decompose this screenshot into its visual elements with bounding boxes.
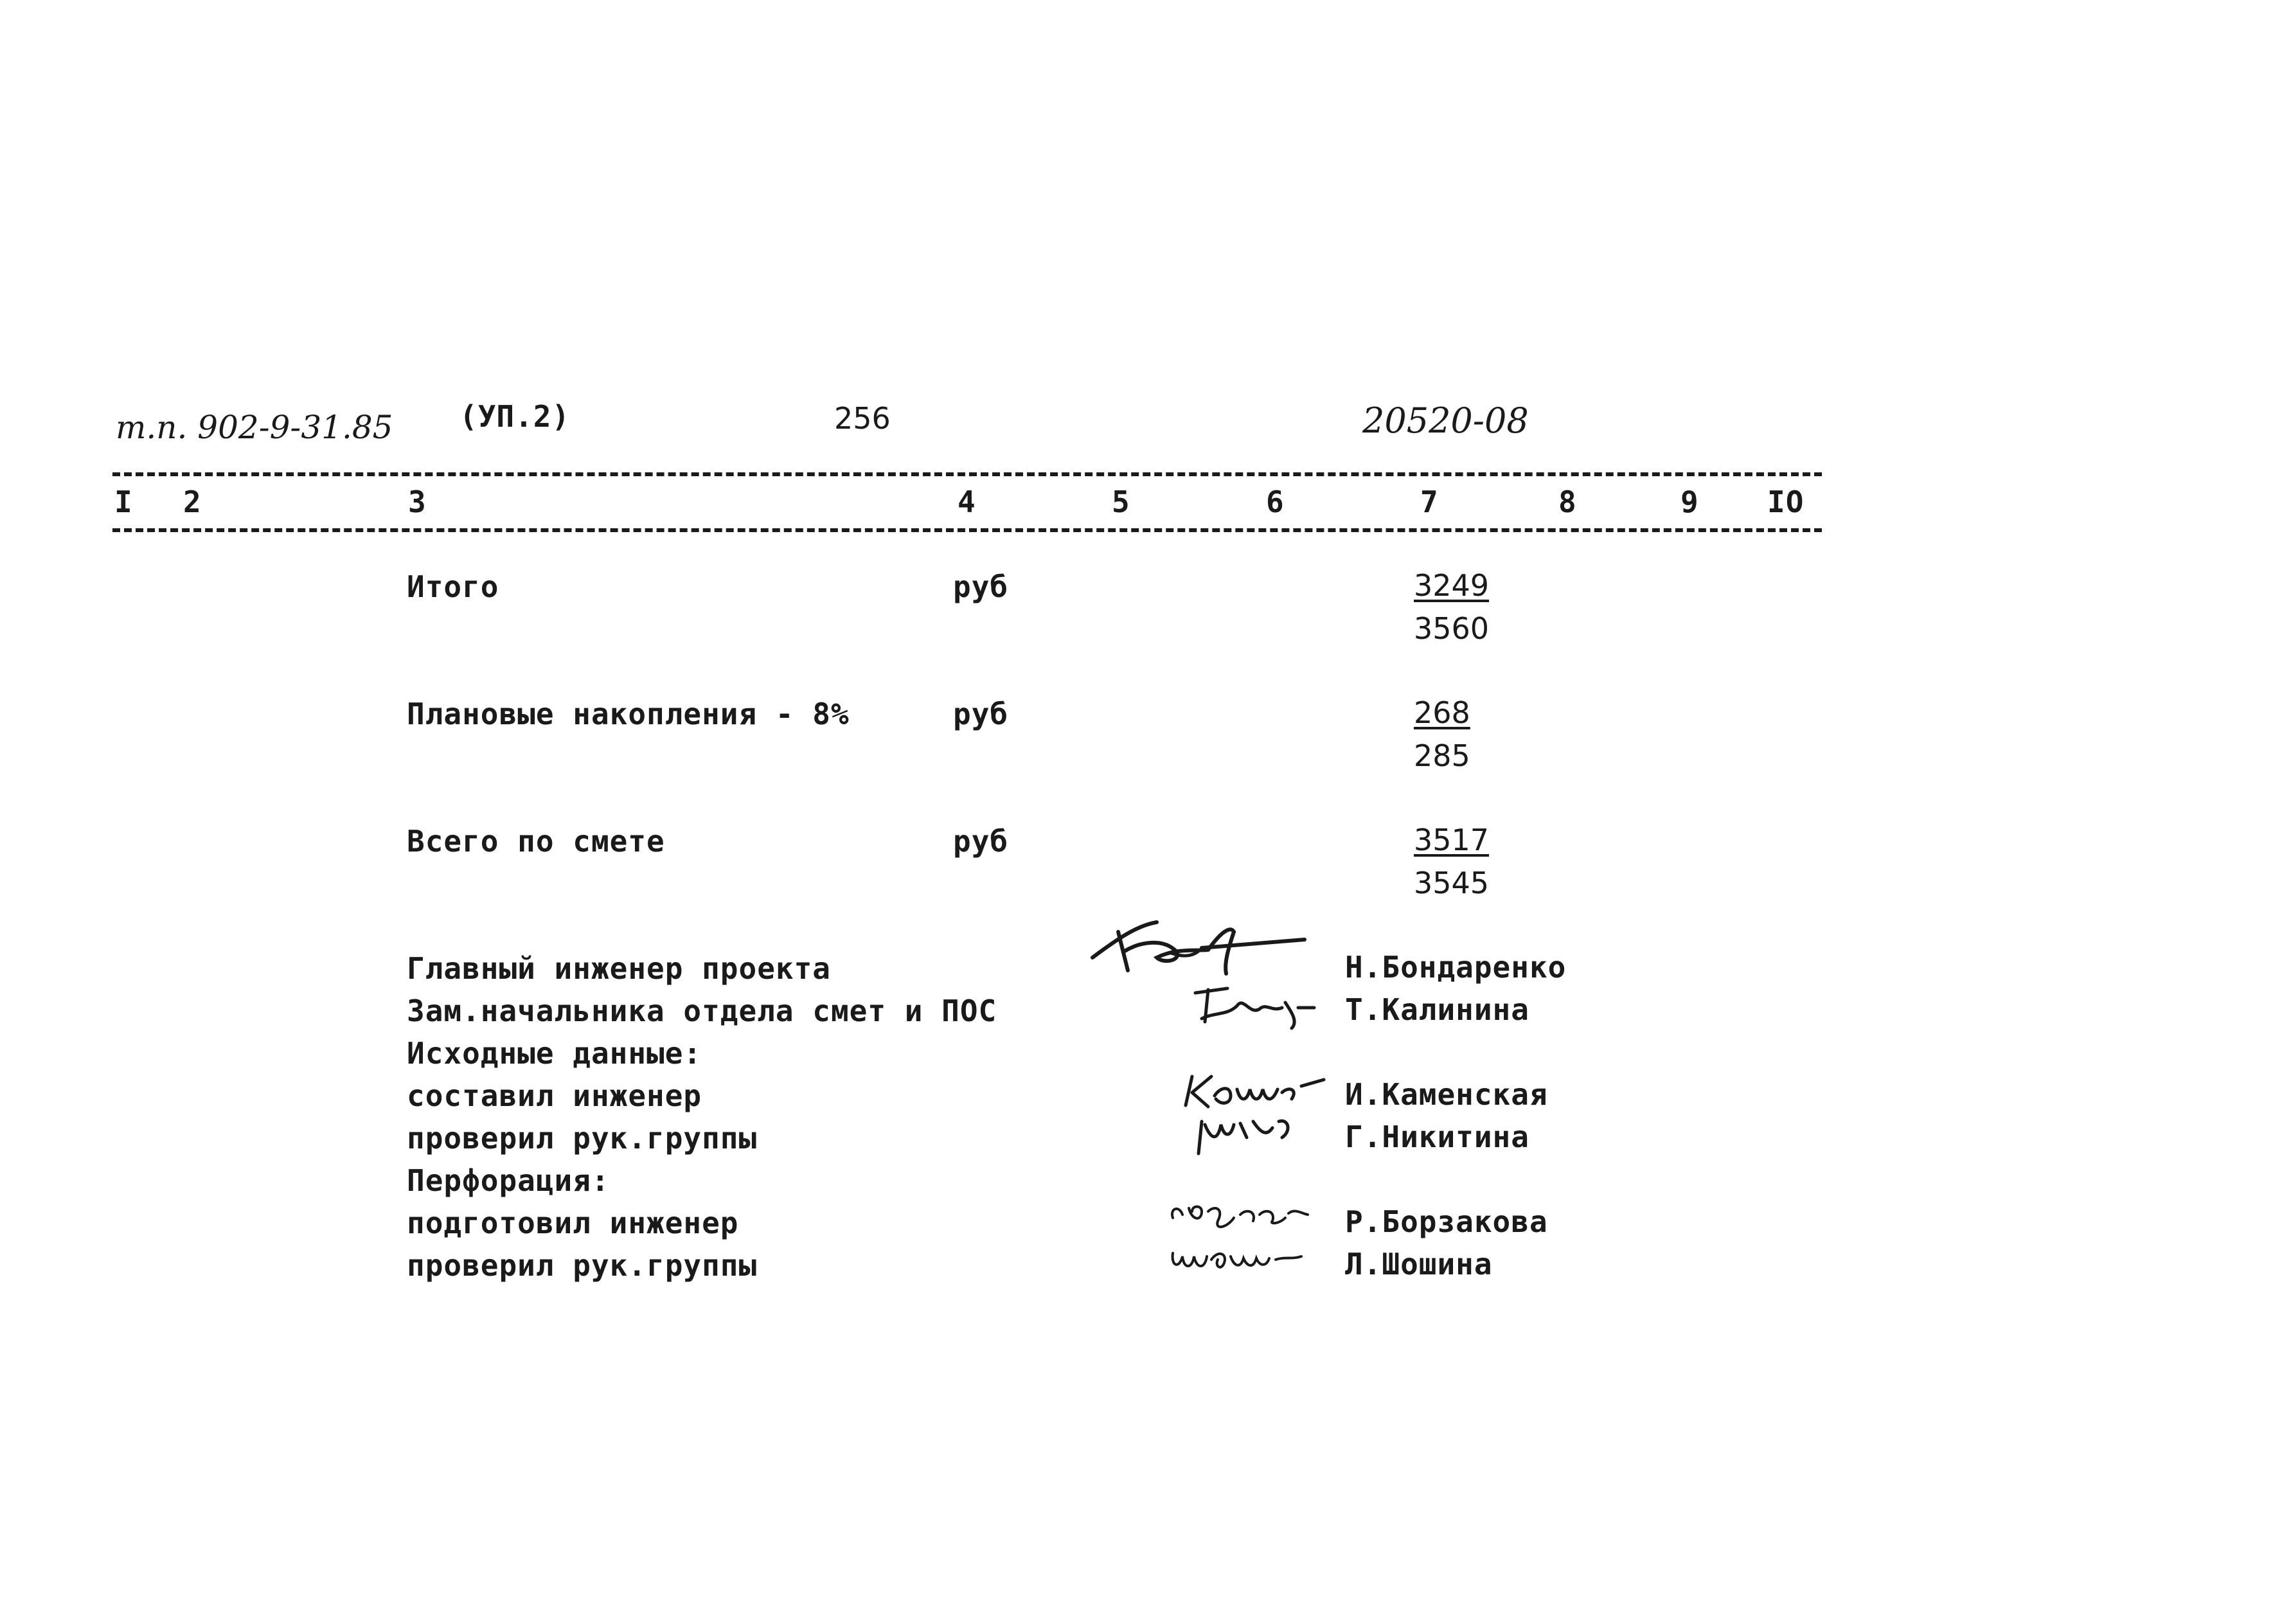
row-value-top-grand-total: 3517 [1414,823,1490,857]
row-value-top-total: 3249 [1414,568,1490,603]
signature-section-perforation: Перфорация: [407,1163,610,1198]
column-number-3: 3 [408,485,427,519]
row-unit-grand-total: руб [953,824,1009,859]
signature-name-kamenskaya: И.Каменская [1345,1077,1548,1112]
page-number: 256 [834,401,891,436]
signature-role-prepared-by: подготовил инженер [407,1206,739,1240]
signature-name-kalinina: Т.Калинина [1345,992,1529,1027]
signature-name-bondarenko: Н.Бондаренко [1345,950,1567,985]
handwritten-signature-bondarenko [1080,913,1311,983]
signature-role-chief-engineer: Главный инженер проекта [407,951,831,986]
handwritten-signature-borzakova-shoshina [1163,1195,1317,1279]
document-number: 20520-08 [1362,400,1529,441]
column-number-7: 7 [1420,485,1439,519]
column-number-10: IO [1767,485,1805,519]
column-number-9: 9 [1680,485,1699,519]
row-unit-total: руб [953,569,1009,604]
signature-role-deputy-head: Зам.начальника отдела смет и ПОС [407,994,997,1028]
row-value-top-planned-savings: 268 [1414,695,1470,730]
album-label: (УП.2) [459,399,571,434]
row-value-bottom-planned-savings: 285 [1414,738,1470,773]
signature-name-shoshina: Л.Шошина [1345,1247,1493,1281]
signature-role-checked-by-2: проверил рук.группы [407,1248,758,1283]
handwritten-signature-kamenskaya-nikitina [1176,1067,1330,1157]
signature-section-source-data: Исходные данные: [407,1036,702,1071]
row-label-grand-total: Всего по смете [407,824,665,859]
signature-role-compiled-by: составил инженер [407,1078,702,1113]
row-label-planned-savings: Плановые накопления - 8% [407,697,850,731]
row-value-bottom-grand-total: 3545 [1414,866,1490,900]
signature-name-borzakova: Р.Борзакова [1345,1204,1548,1239]
column-number-6: 6 [1266,485,1285,519]
column-number-5: 5 [1112,485,1130,519]
row-value-bottom-total: 3560 [1414,611,1490,646]
column-number-1: I [114,485,133,519]
row-label-total: Итого [407,569,499,604]
project-code: т.п. 902-9-31.85 [116,409,393,446]
signature-role-checked-by: проверил рук.группы [407,1121,758,1156]
bottom-dashed-rule [112,528,1822,532]
signature-name-nikitina: Г.Никитина [1345,1120,1529,1154]
column-number-2: 2 [183,485,202,519]
column-number-4: 4 [958,485,976,519]
top-dashed-rule [112,472,1822,476]
column-number-8: 8 [1558,485,1577,519]
handwritten-signature-kalinina [1189,977,1317,1031]
row-unit-planned-savings: руб [953,697,1009,731]
